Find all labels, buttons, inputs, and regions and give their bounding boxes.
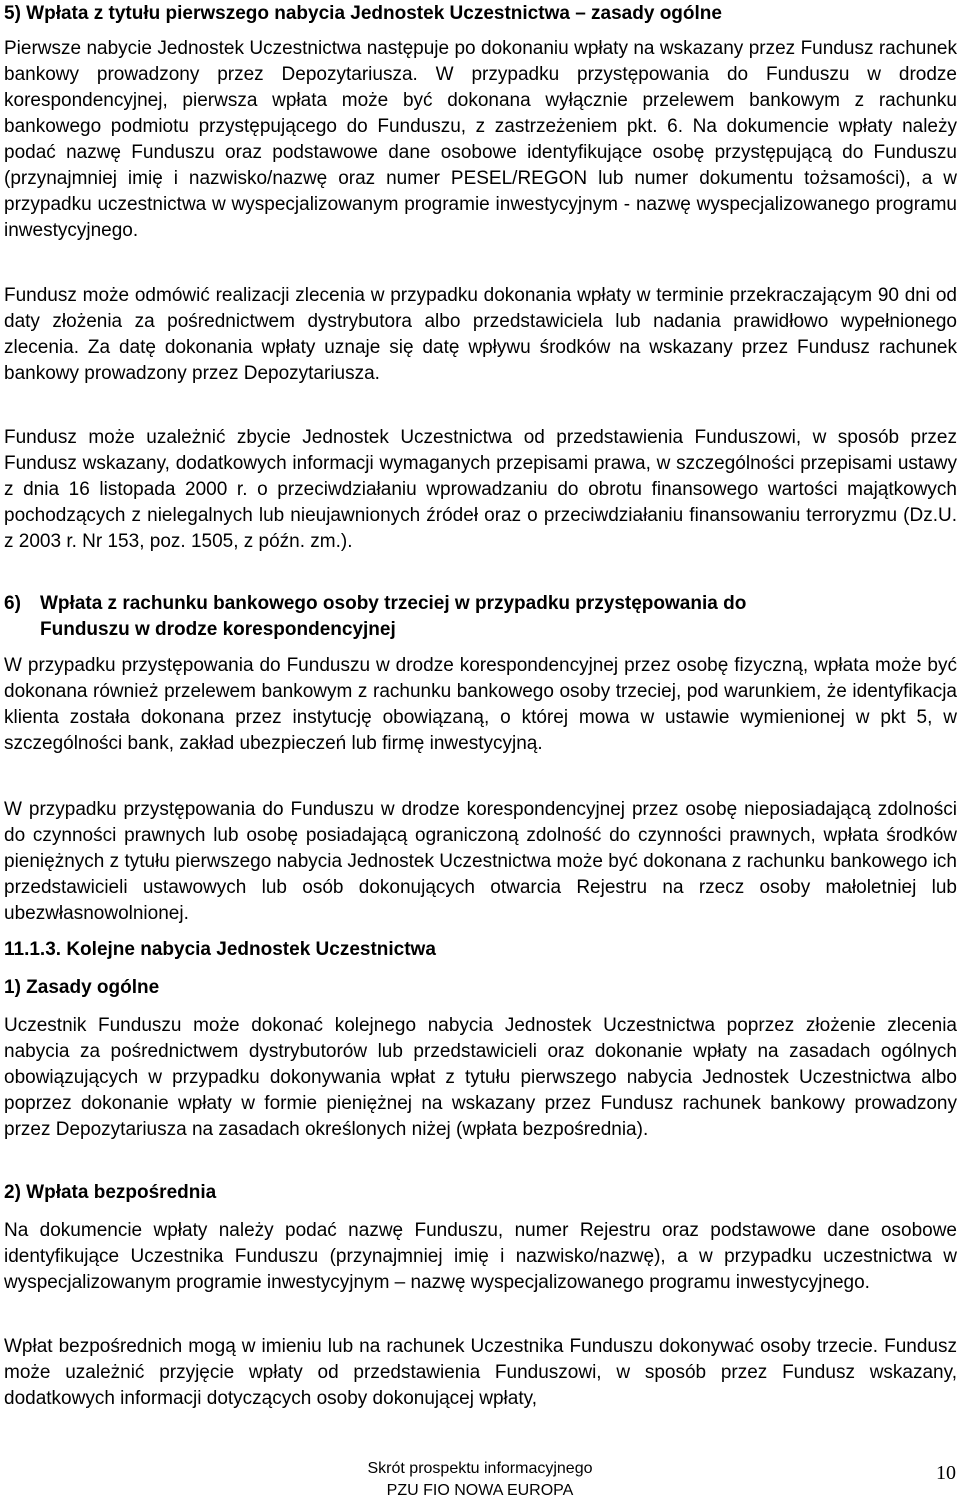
subsection-1-paragraph: Uczestnik Funduszu może dokonać kolejnego nabycia Jednostek Uczestnictwa poprzez złożenie zlecenia nabycia za pośrednictwem dystrybutorów lub przedstawicieli oraz dokonanie wpłaty na zasadach ogólnych obowiązujących w przypadku dokonywania wpłat z tytułu pierwszego nabycia Jednostek Uczestnictwa albo poprzez dokonanie wpłaty w formie pieniężnej na wskazany przez Fundusz rachunek bankowy prowadzony przez Depozytariusza na zasadach określonych niżej (wpłata bezpośrednia). [4, 1015, 957, 1140]
section-6-paragraph-2: W przypadku przystępowania do Funduszu w drodze korespondencyjnej przez osobę nieposiadającą zdolności do czynności prawnych lub osobę posiadającą ograniczoną zdolność do czynności prawnych, wpłata środków pieniężnych z tytułu pierwszego nabycia Jednostek Uczestnictwa może być dokonana z rachunku bankowego ich przedstawicieli ustawowych lub osób dokonujących otwarcia Rejestru na rzecz osoby małoletniej lub ubezwłasnowolnionej. [4, 799, 957, 924]
section-5-heading: 5) Wpłata z tytułu pierwszego nabycia Jednostek Uczestnictwa – zasady ogólne [4, 3, 722, 24]
section-6-number: 6) [4, 593, 21, 614]
subsection-2-paragraph-2: Wpłat bezpośrednich mogą w imieniu lub na rachunek Uczestnika Funduszu dokonywać osoby trzecie. Fundusz może uzależnić przyjęcie wpłaty od przedstawienia Funduszowi, w sposób przez Fundusz wskazany, dodatkowych informacji dotyczących osoby dokonującej wpłaty, [4, 1336, 957, 1409]
page-footer [320, 1458, 640, 1502]
subsection-2-heading: 2) Wpłata bezpośrednia [4, 1182, 217, 1203]
section-6-heading-line-1: Wpłata z rachunku bankowego osoby trzeciej w przypadku przystępowania do [40, 593, 747, 614]
section-6-paragraph-1: W przypadku przystępowania do Funduszu w drodze korespondencyjnej przez osobę fizyczną, wpłata może być dokonana również przelewem bankowym z rachunku bankowego osoby trzeciej, pod warunkiem, że identyfikacja klienta została dokonana przez instytucję obowiązaną, o której mowa w ustawie wymienionej w pkt 5, w szczególności bank, zakład ubezpieczeń lub firmę inwestycyjną. [4, 655, 957, 754]
section-11-1-3-heading: 11.1.3. Kolejne nabycia Jednostek Uczestnictwa [4, 939, 436, 960]
footer-document-title: Skrót prospektu informacyjnego [367, 1460, 593, 1477]
section-6-heading [4, 591, 957, 643]
section-5-paragraph-3: Fundusz może uzależnić zbycie Jednostek Uczestnictwa od przedstawienia Funduszowi, w sposób przez Fundusz wskazany, dodatkowych informacji wymaganych przepisami prawa, w szczególności przepisami ustawy z dnia 16 listopada 2000 r. o przeciwdziałaniu wprowadzaniu do obrotu finansowego wartości majątkowych pochodzących z nielegalnych lub nieujawnionych źródeł oraz o przeciwdziałaniu finansowaniu terroryzmu (Dz.U. z 2003 r. Nr 153, poz. 1505, z późn. zm.). [4, 427, 957, 552]
subsection-1-heading: 1) Zasady ogólne [4, 977, 160, 998]
section-6-heading-line-2: Funduszu w drodze korespondencyjnej [40, 619, 396, 640]
subsection-2-paragraph-1: Na dokumencie wpłaty należy podać nazwę Funduszu, numer Rejestru oraz podstawowe dane osobowe identyfikujące Uczestnika Funduszu (przynajmniej imię i nazwisko/nazwę), a w przypadku uczestnictwa w wyspecjalizowanym programie inwestycyjnym – nazwę wyspecjalizowanego programu inwestycyjnego. [4, 1220, 957, 1293]
page-number: 10 [936, 1462, 956, 1484]
footer-fund-name: PZU FIO NOWA EUROPA [386, 1482, 574, 1499]
section-5-paragraph-1: Pierwsze nabycie Jednostek Uczestnictwa następuje po dokonaniu wpłaty na wskazany przez Fundusz rachunek bankowy prowadzony przez Depozytariusza. W przypadku przystępowania do Funduszu w drodze korespondencyjnej, pierwsza wpłata może być dokonana wyłącznie przelewem bankowym z rachunku bankowego podmiotu przystępującego do Funduszu, z zastrzeżeniem pkt. 6. Na dokumencie wpłaty należy podać nazwę Funduszu oraz podstawowe dane osobowe identyfikujące osobę przystępującą do Funduszu (przynajmniej imię i nazwisko/nazwę oraz numer PESEL/REGON lub numer dokumentu tożsamości), a w przypadku uczestnictwa w wyspecjalizowanym programie inwestycyjnym - nazwę wyspecjalizowanego programu inwestycyjnego. [4, 38, 957, 241]
section-5-paragraph-2: Fundusz może odmówić realizacji zlecenia w przypadku dokonania wpłaty w terminie przekraczającym 90 dni od daty złożenia za pośrednictwem dystrybutora albo przedstawiciela lub nadania prawidłowo wypełnionego zlecenia. Za datę dokonania wpłaty uznaje się datę wpływu środków na wskazany przez Fundusz rachunek bankowy prowadzony przez Depozytariusza. [4, 285, 957, 384]
